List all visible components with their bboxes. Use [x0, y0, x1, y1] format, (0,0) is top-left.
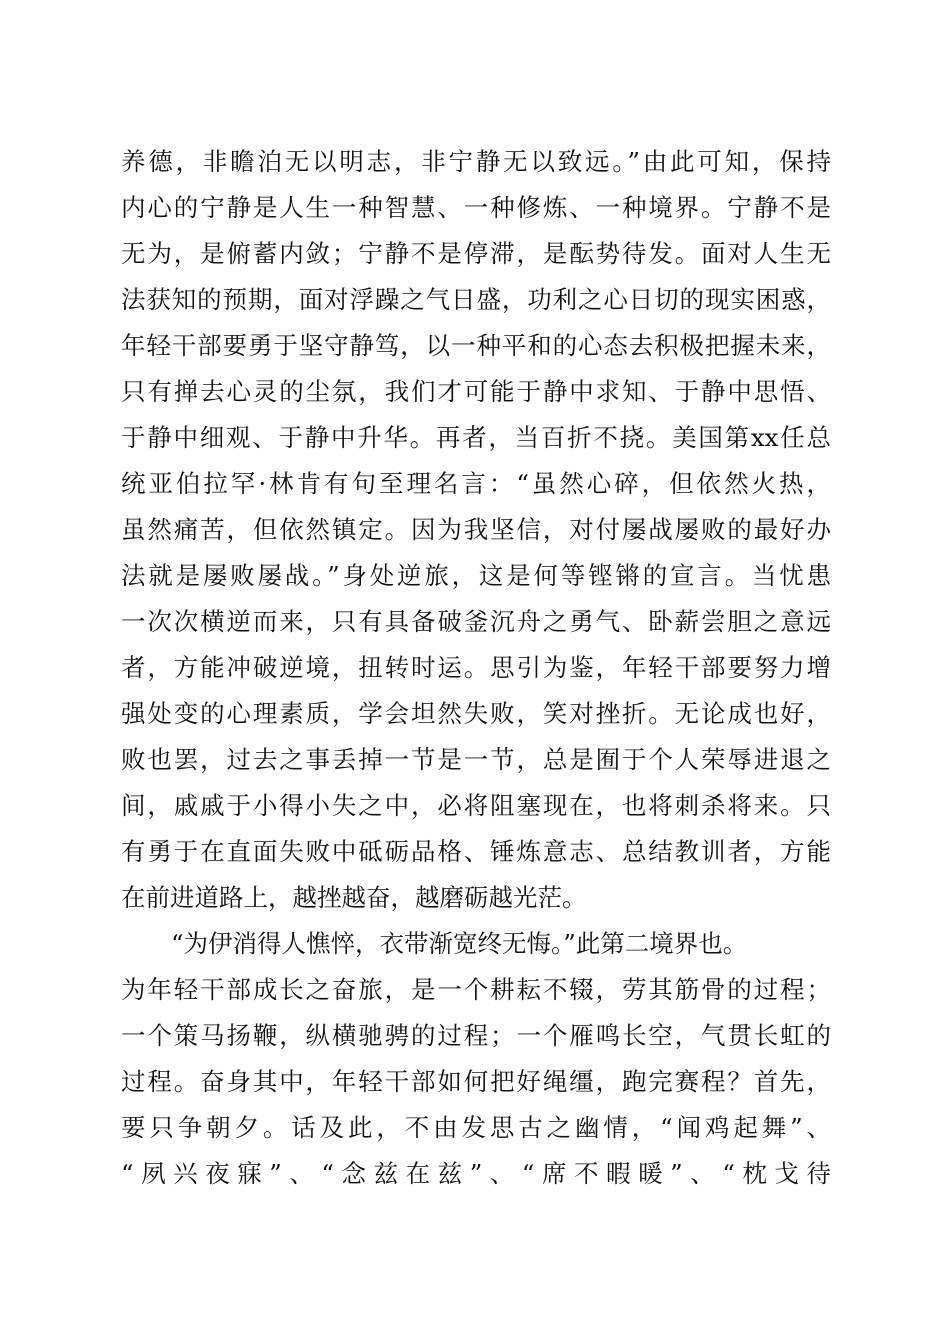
- text-line: 无为，是俯蓄内敛；宁静不是停滞，是酝势待发。面对人生无: [121, 239, 831, 268]
- text-line: 强处变的心理素质，学会坦然失败，笑对挫折。无论成也好，: [121, 699, 831, 728]
- text-line: 统亚伯拉罕·林肯有句至理名言：“虽然心碎，但依然火热，: [121, 469, 831, 498]
- text-line: 养德，非瞻泊无以明志，非宁静无以致远。”由此可知，保持: [121, 147, 831, 176]
- text-line: 只有掸去心灵的尘氛，我们才可能于静中求知、于静中思悟、: [121, 377, 831, 406]
- text-line: 虽然痛苦，但依然镇定。因为我坚信，对付屡战屡败的最好办: [121, 515, 831, 544]
- text-line: “为伊消得人憔悴，衣带渐宽终无悔。”此第二境界也。: [171, 929, 748, 958]
- text-line: 年轻干部要勇于坚守静笃，以一种平和的心态去积极把握未来，: [121, 331, 831, 360]
- text-line: 内心的宁静是人生一种智慧、一种修炼、一种境界。宁静不是: [121, 193, 831, 222]
- text-line: 一次次横逆而来，只有具备破釜沉舟之勇气、卧薪尝胆之意远: [121, 607, 831, 636]
- text-line: 过程。奋身其中，年轻干部如何把好绳缰，跑完赛程？首先，: [121, 1067, 831, 1096]
- text-line: 一个策马扬鞭，纵横驰骋的过程；一个雁鸣长空，气贯长虹的: [121, 1021, 831, 1050]
- text-line: “夙兴夜寐”、“念兹在兹”、“席不暇暖”、“枕戈待: [121, 1159, 831, 1188]
- text-line: 为年轻干部成长之奋旅，是一个耕耘不辍，劳其筋骨的过程；: [121, 975, 831, 1004]
- text-line: 法获知的预期，面对浮躁之气日盛，功利之心日切的现实困惑，: [121, 285, 831, 314]
- text-line: 者，方能冲破逆境，扭转时运。思引为鉴，年轻干部要努力增: [121, 653, 831, 682]
- text-line: 有勇于在直面失败中砥砺品格、锤炼意志、总结教训者，方能: [121, 837, 831, 866]
- text-line: 法就是屡败屡战。”身处逆旅，这是何等铿锵的宣言。当忧患: [121, 561, 831, 590]
- text-line: 要只争朝夕。话及此，不由发思古之幽情，“闻鸡起舞”、: [121, 1113, 831, 1142]
- text-line: 败也罢，过去之事丢掉一节是一节，总是囿于个人荣辱进退之: [121, 745, 831, 774]
- text-line: 在前进道路上，越挫越奋，越磨砺越光茫。: [121, 883, 587, 912]
- text-line: 间，戚戚于小得小失之中，必将阻塞现在，也将刺杀将来。只: [121, 791, 831, 820]
- text-line: 于静中细观、于静中升华。再者，当百折不挠。美国第xx任总: [121, 423, 831, 452]
